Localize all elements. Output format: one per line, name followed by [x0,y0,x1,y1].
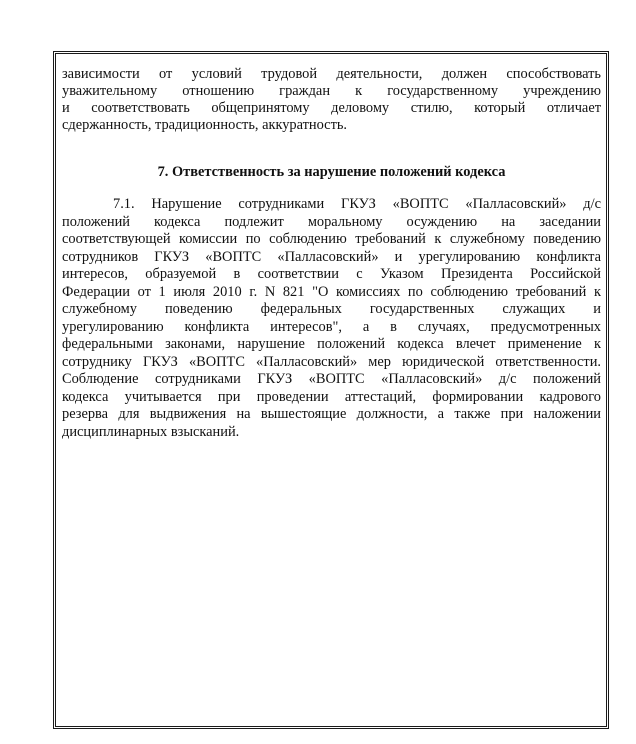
intro-line-4: сдержанность, традиционность, аккуратность. [62,117,348,133]
section-line-4: сотрудников ГКУЗ «ВОПТС «Палласовский» и урегулированию конфликта [62,249,601,265]
section-line-6: Федерации от 1 июля 2010 г. N 821 "О комиссиях по соблюдению требований к [62,284,601,300]
section-heading: 7. Ответственность за нарушение положений кодекса [157,164,506,180]
section-line-10: сотруднику ГКУЗ «ВОПТС «Палласовский» мер юридической ответственности. [62,354,601,370]
section-line-8: урегулированию конфликта интересов", а в случаях, предусмотренных [62,319,601,335]
intro-line-3: и соответствовать общепринятому деловому стилю, который отличает [62,100,601,116]
section-line-11: Соблюдение сотрудниками ГКУЗ «ВОПТС «Палласовский» д/с положений [62,371,601,387]
section-line-13: резерва для выдвижения на вышестоящие должности, а также при наложении [62,406,601,422]
section-line-3: соответствующей комиссии по соблюдению требований к служебному поведению [62,231,601,247]
intro-line-1: зависимости от условий трудовой деятельности, должен способствовать [62,66,601,82]
intro-line-2: уважительному отношению граждан к государственному учреждению [62,83,601,99]
section-line-14: дисциплинарных взысканий. [62,424,240,440]
section-line-7: служебному поведению федеральных государственных служащих и [62,301,601,317]
section-line-5: интересов, образуемой в соответствии с Указом Президента Российской [62,266,601,282]
section-line-12: кодекса учитывается при проведении аттестаций, формировании кадрового [62,389,601,405]
section-line-2: положений кодекса подлежит моральному осуждению на заседании [62,214,601,230]
section-line-9: федеральными законами, нарушение положений кодекса влечет применение к [62,336,601,352]
section-line-1: 7.1. Нарушение сотрудниками ГКУЗ «ВОПТС «Палласовский» д/с [113,196,601,212]
